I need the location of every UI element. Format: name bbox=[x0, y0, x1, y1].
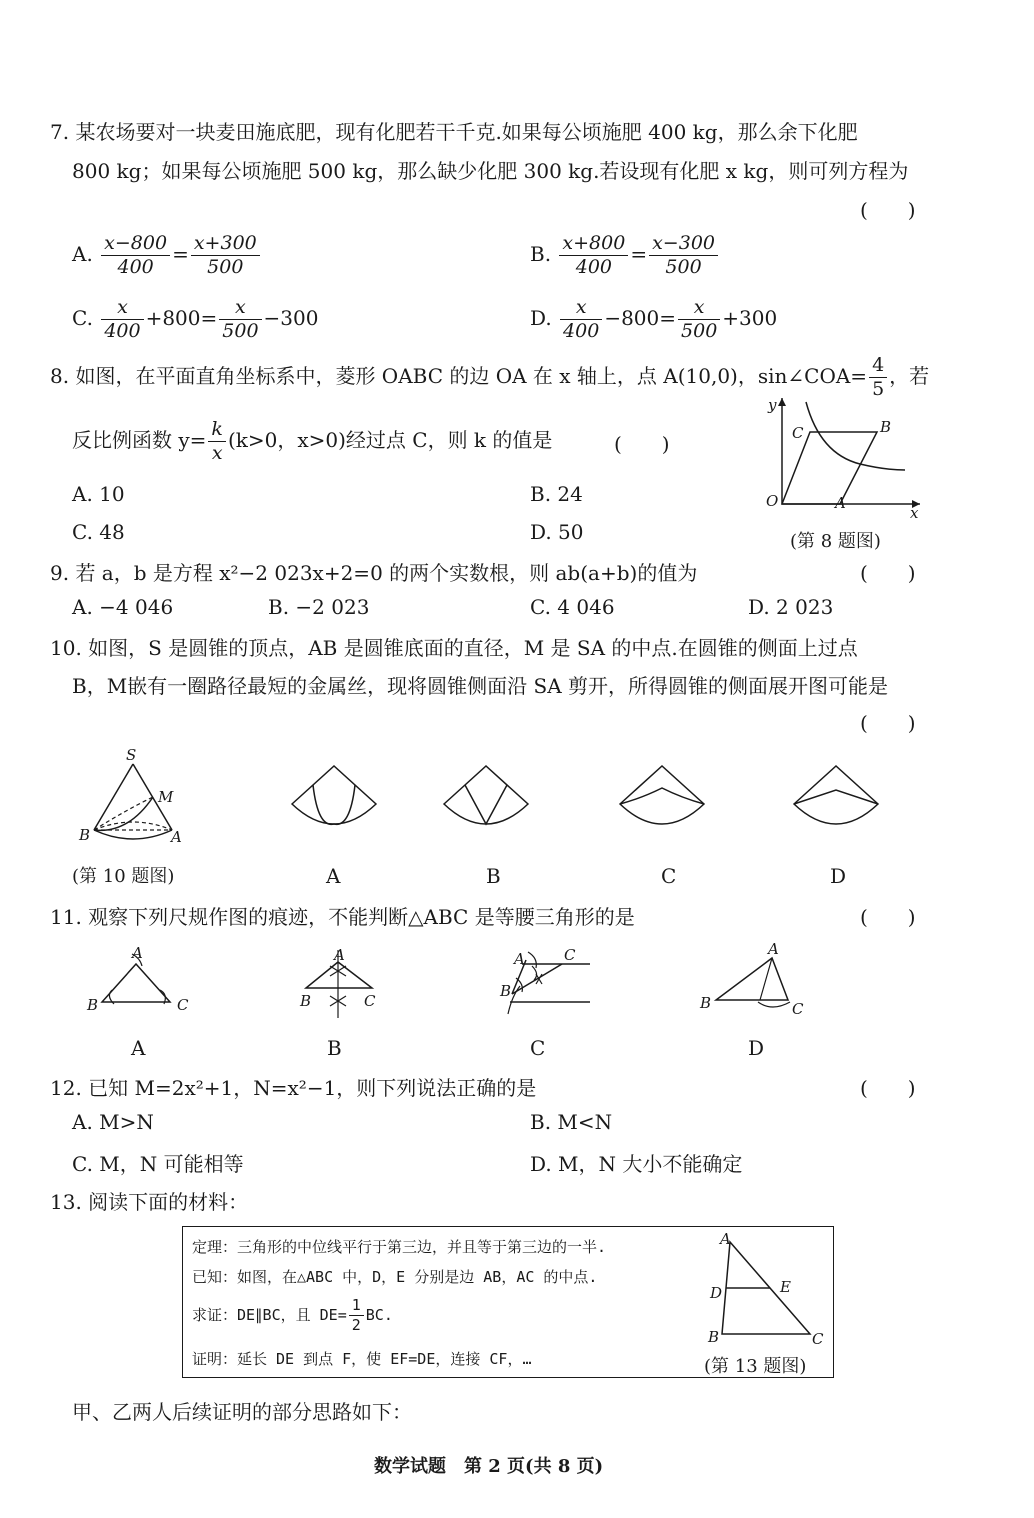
q8-option-a: A. 10 bbox=[72, 482, 125, 506]
fraction: $\frac{k}{x}$ bbox=[208, 420, 226, 463]
q13-title: 13. 阅读下面的材料： bbox=[50, 1190, 249, 1214]
option-label: C. bbox=[72, 306, 93, 330]
q8-line2: 反比例函数 y= $\frac{k}{x}$ (k>0，x>0)经过点 C，则 k 的值是 bbox=[72, 418, 553, 464]
label-m: M bbox=[158, 788, 174, 806]
label-a: A bbox=[720, 1230, 731, 1248]
q10-answer-blank[interactable]: ( ) bbox=[860, 711, 916, 735]
label-y: y bbox=[768, 396, 777, 414]
q7-option-b: B. $\frac{x+800}{400}$ = $\frac{x-300}{500}$ bbox=[530, 234, 720, 277]
fraction: $\frac{4}{5}$ bbox=[869, 356, 887, 399]
path-curve bbox=[620, 788, 704, 804]
label-e: E bbox=[780, 1278, 791, 1296]
q13-proof: 证明：延长 DE 到点 F，使 EF=DE，连接 CF，… bbox=[192, 1350, 532, 1368]
q10-line1: 10. 如图，S 是圆锥的顶点，AB 是圆锥底面的直径，M 是 SA 的中点.在圆锥的侧面上过点 bbox=[50, 636, 858, 660]
q11-option-b-figure[interactable] bbox=[296, 944, 386, 1024]
label-c: C bbox=[564, 946, 576, 964]
q9-text: 9. 若 a，b 是方程 x²−2 023x+2=0 的两个实数根，则 ab(a+b)的值为 bbox=[50, 561, 698, 585]
q11-option-b-label: B bbox=[327, 1036, 342, 1060]
label-c: C bbox=[792, 1000, 804, 1018]
q9-option-c: C. 4 046 bbox=[530, 595, 615, 619]
q8-caption: (第 8 题图) bbox=[790, 531, 881, 552]
q13-given: 已知：如图，在△ABC 中，D，E 分别是边 AB，AC 的中点. bbox=[192, 1268, 598, 1286]
label-a: A bbox=[171, 828, 182, 846]
q10-line2: B，M嵌有一圈路径最短的金属丝，现将圆锥侧面沿 SA 剪开，所得圆锥的侧面展开图可能是 bbox=[72, 674, 889, 698]
label-b: B bbox=[87, 996, 99, 1014]
label-a: A bbox=[132, 944, 143, 962]
q12-option-d: D. M，N 大小不能确定 bbox=[530, 1152, 743, 1176]
q10-option-d-figure[interactable] bbox=[790, 762, 882, 830]
label-b: B bbox=[700, 994, 712, 1012]
q11-option-d-label: D bbox=[748, 1036, 765, 1060]
q12-option-a: A. M>N bbox=[72, 1110, 154, 1134]
fraction: $\frac{1}{2}$ bbox=[349, 1298, 364, 1333]
fraction: $\frac{x}{400}$ bbox=[101, 298, 143, 341]
arc-mark bbox=[758, 1002, 790, 1007]
label-a: A bbox=[334, 946, 345, 964]
label-o: O bbox=[766, 492, 779, 510]
cone-base-back bbox=[94, 822, 172, 830]
q8-option-d: D. 50 bbox=[530, 520, 584, 544]
segment-bc bbox=[512, 964, 562, 994]
label-b: B bbox=[708, 1328, 720, 1346]
sector bbox=[292, 766, 376, 824]
triangle bbox=[102, 964, 170, 1002]
q8-line1: 8. 如图，在平面直角坐标系中，菱形 OABC 的边 OA 在 x 轴上，点 A(10,0)，sin∠COA= $\frac{4}{5}$ ，若 bbox=[50, 354, 930, 400]
q10-option-d-label: D bbox=[830, 864, 847, 888]
triangle bbox=[716, 958, 788, 1000]
arc-mark bbox=[532, 966, 537, 980]
q12-text: 12. 已知 M=2x²+1，N=x²−1，则下列说法正确的是 bbox=[50, 1076, 537, 1100]
q11-option-a-label: A bbox=[131, 1036, 146, 1060]
option-label: D. bbox=[530, 306, 552, 330]
label-a: A bbox=[514, 950, 525, 968]
q12-option-c: C. M，N 可能相等 bbox=[72, 1152, 244, 1176]
fraction: $\frac{x}{500}$ bbox=[219, 298, 261, 341]
q7-option-a: A. $\frac{x-800}{400}$ = $\frac{x+300}{500}$ bbox=[72, 234, 262, 277]
sector bbox=[620, 766, 704, 824]
label-a: A bbox=[835, 494, 846, 512]
q8-option-b: B. 24 bbox=[530, 482, 583, 506]
q11-option-c-figure[interactable] bbox=[498, 944, 598, 1024]
q8-option-c: C. 48 bbox=[72, 520, 125, 544]
fraction: $\frac{x+300}{500}$ bbox=[191, 234, 260, 277]
arc-line bbox=[760, 958, 772, 1000]
q10-option-c-figure[interactable] bbox=[616, 762, 708, 830]
label-c: C bbox=[364, 992, 376, 1010]
fraction: $\frac{x-800}{400}$ bbox=[101, 234, 170, 277]
q13-followup: 甲、乙两人后续证明的部分思路如下： bbox=[72, 1400, 412, 1424]
q10-option-a-label: A bbox=[326, 864, 341, 888]
q13-theorem: 定理：三角形的中位线平行于第三边，并且等于第三边的一半. bbox=[192, 1238, 607, 1256]
option-label: B. bbox=[530, 242, 552, 266]
q13-caption: (第 13 题图) bbox=[704, 1356, 807, 1377]
q13-figure bbox=[700, 1230, 830, 1350]
fraction: $\frac{x}{400}$ bbox=[560, 298, 602, 341]
q7-option-d: D. $\frac{x}{400}$ −800= $\frac{x}{500}$ +300 bbox=[530, 296, 778, 342]
q7-line2: 800 kg；如果每公顷施肥 500 kg，那么缺少化肥 300 kg.若设现有化肥 x kg，则可列方程为 bbox=[72, 159, 909, 183]
q9-option-b: B. −2 023 bbox=[268, 595, 370, 619]
q11-option-a-figure[interactable] bbox=[84, 944, 194, 1024]
fraction: $\frac{x}{500}$ bbox=[678, 298, 720, 341]
label-c: C bbox=[177, 996, 189, 1014]
cone-edge-sb bbox=[94, 764, 133, 830]
q10-caption: (第 10 题图) bbox=[72, 866, 175, 887]
q8-answer-blank[interactable]: ( ) bbox=[614, 432, 670, 456]
triangle bbox=[306, 962, 372, 988]
y-axis-arrow bbox=[778, 398, 786, 406]
label-x: x bbox=[910, 504, 919, 522]
q7-option-c: C. $\frac{x}{400}$ +800= $\frac{x}{500}$ −300 bbox=[72, 296, 319, 342]
q9-answer-blank[interactable]: ( ) bbox=[860, 561, 916, 585]
q8-figure bbox=[760, 392, 930, 522]
hyperbola-curve bbox=[806, 402, 905, 470]
page-footer: 数学试题 第 2 页(共 8 页) bbox=[374, 1456, 604, 1477]
q10-option-a-figure[interactable] bbox=[288, 762, 380, 830]
q7-answer-blank[interactable]: ( ) bbox=[860, 198, 916, 222]
option-label: A. bbox=[72, 242, 93, 266]
q11-option-d-figure[interactable] bbox=[696, 938, 816, 1024]
label-a: A bbox=[768, 940, 779, 958]
path-curve bbox=[313, 785, 355, 824]
q13-prove: 求证：DE∥BC，且 DE= $\frac{1}{2}$ BC. bbox=[192, 1296, 393, 1334]
q9-option-a: A. −4 046 bbox=[72, 595, 174, 619]
label-s: S bbox=[126, 746, 137, 764]
q12-option-b: B. M<N bbox=[530, 1110, 613, 1134]
label-b: B bbox=[300, 992, 312, 1010]
rhombus-oabc bbox=[782, 432, 877, 504]
q10-option-b-figure[interactable] bbox=[440, 762, 532, 830]
label-b: B bbox=[880, 418, 892, 436]
sector bbox=[794, 766, 878, 824]
q7-line1: 7. 某农场要对一块麦田施底肥，现有化肥若干千克.如果每公顷施肥 400 kg，那么余下化肥 bbox=[50, 120, 858, 144]
q12-answer-blank[interactable]: ( ) bbox=[860, 1076, 916, 1100]
q10-option-b-label: B bbox=[486, 864, 501, 888]
fraction: $\frac{x+800}{400}$ bbox=[559, 234, 628, 277]
cone-base-front bbox=[94, 830, 172, 839]
q9-option-d: D. 2 023 bbox=[748, 595, 834, 619]
sector bbox=[444, 766, 528, 824]
label-c: C bbox=[812, 1330, 824, 1348]
arc-mark bbox=[528, 952, 536, 968]
path-lines bbox=[465, 785, 507, 824]
q11-answer-blank[interactable]: ( ) bbox=[860, 905, 916, 929]
label-d: D bbox=[710, 1284, 723, 1302]
label-c: C bbox=[792, 424, 804, 442]
label-b: B bbox=[79, 826, 91, 844]
q11-text: 11. 观察下列尺规作图的痕迹，不能判断△ABC 是等腰三角形的是 bbox=[50, 905, 635, 929]
fraction: $\frac{x-300}{500}$ bbox=[649, 234, 718, 277]
q10-cone-figure bbox=[76, 744, 196, 850]
label-b: B bbox=[500, 982, 512, 1000]
q10-option-c-label: C bbox=[661, 864, 677, 888]
q11-option-c-label: C bbox=[530, 1036, 546, 1060]
